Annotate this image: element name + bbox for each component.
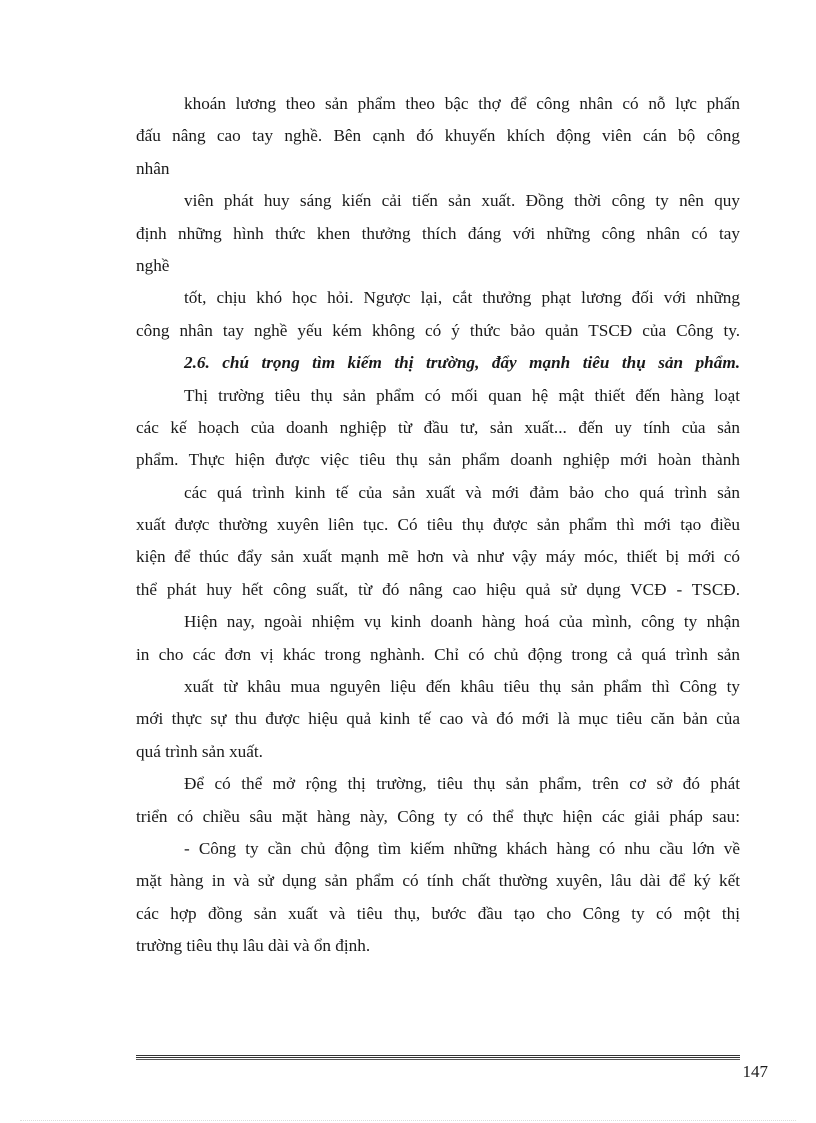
text-line: mặt hàng in và sử dụng sản phẩm có tính chất thường xuyên, lâu dài để ký kết [136, 871, 740, 891]
text-line: tốt, chịu khó học hỏi. Ngược lại, cắt thưởng phạt lương đối với những [184, 288, 740, 308]
text-line: trường tiêu thụ lâu dài và ổn định. [136, 936, 371, 956]
text-line: phẩm. Thực hiện được việc tiêu thụ sản phẩm doanh nghiệp mới hoàn thành [136, 450, 740, 470]
page-number: 147 [742, 1062, 768, 1081]
footer-rule [136, 1055, 740, 1058]
page-edge-divider [20, 1120, 796, 1121]
text-line: - Công ty cần chủ động tìm kiếm những khách hàng có nhu cầu lớn về [184, 838, 740, 858]
footer-rule-thin [136, 1059, 740, 1060]
text-line: các kế hoạch của doanh nghiệp từ đầu tư, sản xuất... đến uy tính của sản [136, 417, 740, 437]
text-line: Hiện nay, ngoài nhiệm vụ kinh doanh hàng hoá của mình, công ty nhận [184, 612, 740, 632]
text-line: xuất được thường xuyên liên tục. Có tiêu thụ được sản phẩm thì mới tạo điều [136, 515, 740, 535]
section-heading: 2.6. chú trọng tìm kiếm thị trường, đẩy mạnh tiêu thụ sản phẩm. [184, 353, 740, 373]
text-line: nghề [136, 255, 170, 275]
text-line: in cho các đơn vị khác trong nghành. Chỉ có chủ động trong cả quá trình sản [136, 644, 740, 664]
text-line: công nhân tay nghề yếu kém không có ý thức bảo quản TSCĐ của Công ty. [136, 320, 740, 340]
body-text [136, 88, 740, 963]
text-line: các hợp đồng sản xuất và tiêu thụ, bước đầu tạo cho Công ty có một thị [136, 903, 740, 923]
text-line: kiện để thúc đẩy sản xuất mạnh mẽ hơn và như vậy máy móc, thiết bị mới có [136, 547, 740, 567]
text-line: triển có chiều sâu mặt hàng này, Công ty có thể thực hiện các giải pháp sau: [136, 806, 740, 826]
text-line: thể phát huy hết công suất, từ đó nâng cao hiệu quả sử dụng VCĐ - TSCĐ. [136, 579, 740, 599]
text-line: viên phát huy sáng kiến cải tiến sản xuất. Đồng thời công ty nên quy [184, 191, 740, 211]
text-line: quá trình sản xuất. [136, 741, 263, 761]
text-line: nhân [136, 158, 170, 178]
text-line: định những hình thức khen thưởng thích đáng với những công nhân có tay [136, 223, 740, 243]
text-line: mới thực sự thu được hiệu quả kinh tế cao và đó mới là mục tiêu căn bản của [136, 709, 740, 729]
text-line: đấu nâng cao tay nghề. Bên cạnh đó khuyến khích động viên cán bộ công [136, 126, 740, 146]
text-line: Thị trường tiêu thụ sản phẩm có mối quan hệ mật thiết đến hàng loạt [184, 385, 740, 405]
text-line: khoán lương theo sản phẩm theo bậc thợ để công nhân có nỗ lực phấn [184, 94, 740, 113]
text-line: các quá trình kinh tế của sản xuất và mới đảm bảo cho quá trình sản [184, 482, 740, 502]
text-line: Để có thể mở rộng thị trường, tiêu thụ sản phẩm, trên cơ sở đó phát [184, 774, 740, 794]
text-line: xuất từ khâu mua nguyên liệu đến khâu tiêu thụ sản phẩm thì Công ty [184, 677, 740, 697]
